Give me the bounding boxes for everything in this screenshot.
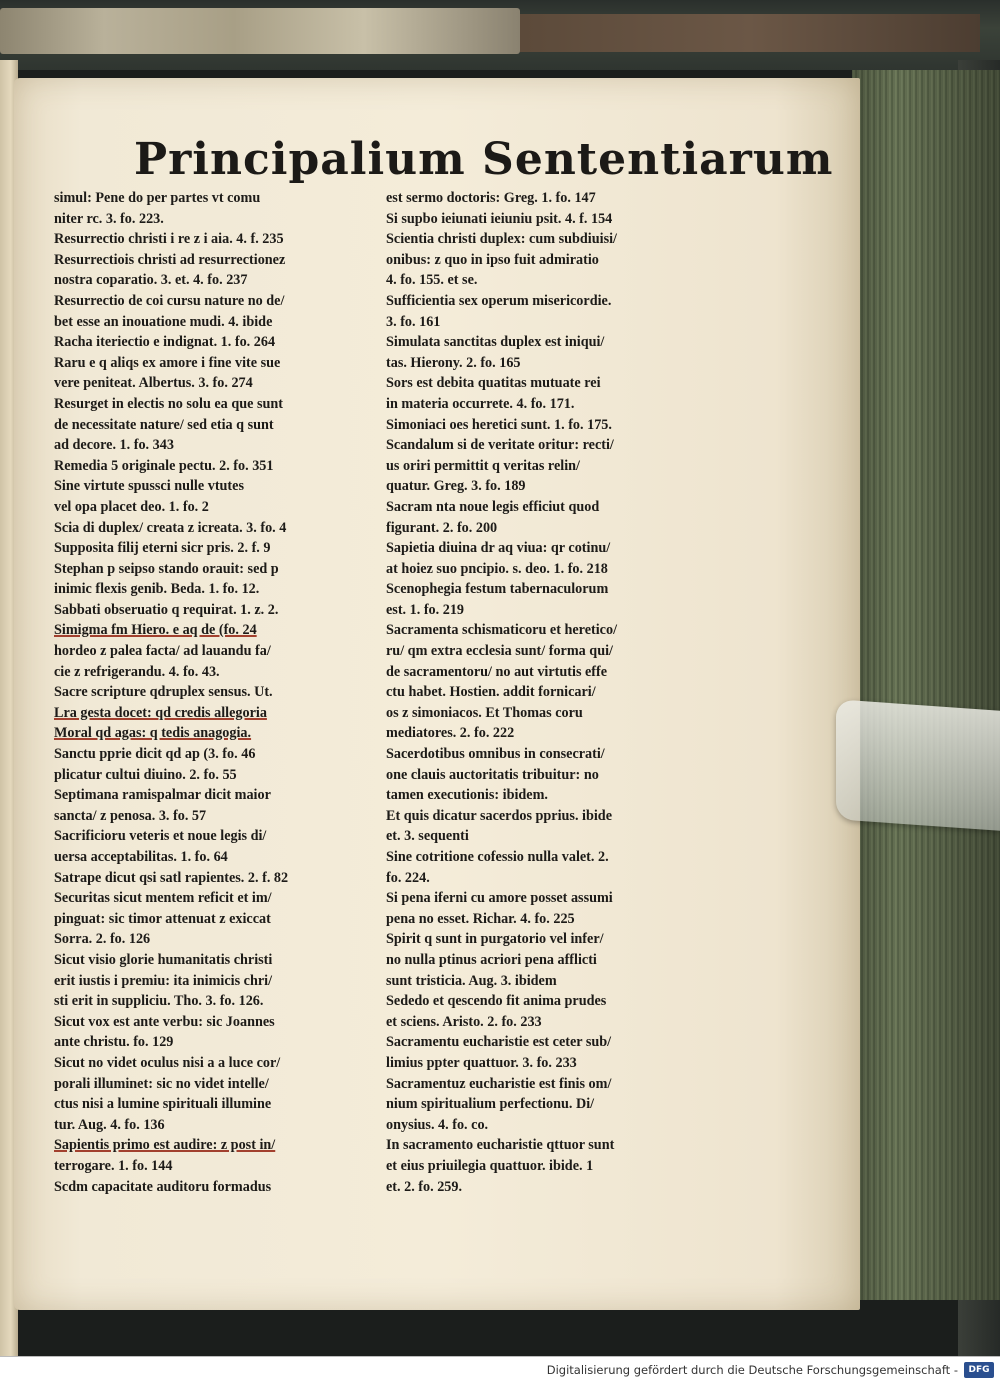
text-line: Sapietia diuina dr aq viua: qr cotinu/ bbox=[386, 540, 611, 557]
text-line: Sicut visio glorie humanitatis christi bbox=[54, 951, 273, 968]
text-line: sti erit in suppliciu. Tho. 3. fo. 126. bbox=[54, 993, 264, 1010]
text-line: onysius. 4. fo. co. bbox=[386, 1116, 489, 1133]
text-line: Sacramenta schismaticoru et heretico/ bbox=[386, 622, 618, 639]
text-line: nostra coparatio. 3. et. 4. fo. 237 bbox=[54, 272, 248, 289]
text-line: niter rc. 3. fo. 223. bbox=[54, 210, 164, 227]
left-text-column bbox=[54, 188, 386, 1197]
text-line: onibus: z quo in ipso fuit admiratio bbox=[386, 251, 599, 268]
text-line: inimic flexis genib. Beda. 1. fo. 12. bbox=[54, 581, 260, 598]
text-line: Satrape dicut qsi satl rapientes. 2. f. 82 bbox=[54, 869, 289, 886]
text-line: hordeo z palea facta/ ad lauandu fa/ bbox=[54, 643, 271, 660]
text-line: et sciens. Aristo. 2. fo. 233 bbox=[386, 1013, 542, 1030]
text-line: Sacramentu eucharistie est ceter sub/ bbox=[386, 1034, 612, 1051]
text-line: Racha iteriectio e indignat. 1. fo. 264 bbox=[54, 334, 276, 351]
text-line: Resurrectio de coi cursu nature no de/ bbox=[54, 292, 285, 309]
text-line: sancta/ z penosa. 3. fo. 57 bbox=[54, 807, 207, 824]
text-line: pena no esset. Richar. 4. fo. 225 bbox=[386, 910, 575, 927]
text-line: Sabbati obseruatio q requirat. 1. z. 2. bbox=[54, 601, 279, 618]
text-line: Supposita filij eterni sicr pris. 2. f. 9 bbox=[54, 540, 271, 557]
funding-credit: Digitalisierung gefördert durch die Deutsche Forschungsgemeinschaft - bbox=[546, 1363, 958, 1377]
text-line: ante christu. fo. 129 bbox=[54, 1034, 174, 1051]
text-line: ru/ qm extra ecclesia sunt/ forma qui/ bbox=[386, 643, 613, 660]
text-line: bet esse an inouatione mudi. 4. ibide bbox=[54, 313, 273, 330]
text-line: Scia di duplex/ creata z icreata. 3. fo. 4 bbox=[54, 519, 287, 536]
text-line: et. 3. sequenti bbox=[386, 828, 469, 845]
text-line: porali illuminet: sic no videt intelle/ bbox=[54, 1075, 269, 1092]
text-line: Sors est debita quatitas mutuate rei bbox=[386, 375, 601, 392]
text-line: est. 1. fo. 219 bbox=[386, 601, 465, 618]
underlined-text-line: Moral qd agas: q tedis anagogia. bbox=[54, 725, 252, 742]
text-line: Raru e q aliqs ex amore i fine vite sue bbox=[54, 354, 281, 371]
text-line: vere peniteat. Albertus. 3. fo. 274 bbox=[54, 375, 253, 392]
text-line: cie z refrigerandu. 4. fo. 43. bbox=[54, 663, 220, 680]
text-line: Sededo et qescendo fit anima prudes bbox=[386, 993, 607, 1010]
text-line: In sacramento eucharistie qttuor sunt bbox=[386, 1137, 615, 1154]
text-line: vel opa placet deo. 1. fo. 2 bbox=[54, 498, 209, 515]
underlined-text-line: Sapientis primo est audire: z post in/ bbox=[54, 1137, 276, 1154]
text-line: no nulla ptinus acriori pena afflicti bbox=[386, 951, 597, 968]
text-line: ctus nisi a lumine spirituali illumine bbox=[54, 1096, 272, 1113]
text-line: terrogare. 1. fo. 144 bbox=[54, 1157, 173, 1174]
text-line: de sacramentoru/ no aut virtutis effe bbox=[386, 663, 608, 680]
text-line: Sine cotritione cofessio nulla valet. 2. bbox=[386, 849, 609, 865]
text-line: Remedia 5 originale pectu. 2. fo. 351 bbox=[54, 457, 274, 474]
text-line: Si pena iferni cu amore posset assumi bbox=[386, 890, 613, 907]
text-line: Sicut vox est ante verbu: sic Joannes bbox=[54, 1013, 275, 1030]
right-text-column bbox=[386, 188, 716, 1197]
footer-bar bbox=[0, 1356, 1000, 1384]
text-line: Resurrectio christi i re z i aia. 4. f. 235 bbox=[54, 231, 284, 248]
text-line: limius ppter quattuor. 3. fo. 233 bbox=[386, 1054, 577, 1071]
text-line: quatur. Greg. 3. fo. 189 bbox=[386, 478, 526, 495]
text-line: mediatores. 2. fo. 222 bbox=[386, 725, 515, 742]
text-line: Scandalum si de veritate oritur: recti/ bbox=[386, 437, 614, 454]
text-line: Sorra. 2. fo. 126 bbox=[54, 931, 151, 948]
text-line: us oriri permittit q veritas relin/ bbox=[386, 457, 580, 474]
text-line: Stephan p seipso stando orauit: sed p bbox=[54, 560, 279, 577]
text-line: Simoniaci oes heretici sunt. 1. fo. 175. bbox=[386, 416, 612, 433]
text-line: os z simoniacos. Et Thomas coru bbox=[386, 704, 583, 721]
text-line: tas. Hierony. 2. fo. 165 bbox=[386, 354, 521, 371]
text-line: one clauis auctoritatis tribuitur: no bbox=[386, 766, 599, 783]
text-line: Sine virtute spussci nulle vtutes bbox=[54, 478, 244, 495]
text-line: de necessitate nature/ sed etia q sunt bbox=[54, 416, 274, 433]
text-line: in materia occurrete. 4. fo. 171. bbox=[386, 395, 575, 412]
text-line: fo. 224. bbox=[386, 869, 430, 886]
text-line: Sicut no videt oculus nisi a a luce cor/ bbox=[54, 1054, 281, 1071]
text-line: nium spiritualium perfectionu. Di/ bbox=[386, 1096, 595, 1113]
text-line: simul: Pene do per partes vt comu bbox=[54, 190, 261, 206]
text-line: Spirit q sunt in purgatorio vel infer/ bbox=[386, 931, 604, 948]
text-line: pinguat: sic timor attenuat z exiccat bbox=[54, 910, 271, 927]
text-line: et. 2. fo. 259. bbox=[386, 1178, 463, 1195]
text-line: 4. fo. 155. et se. bbox=[386, 272, 478, 289]
text-line: Resurrectiois christi ad resurrectionez bbox=[54, 251, 286, 268]
text-line: 3. fo. 161 bbox=[386, 313, 441, 330]
text-line: plicatur cultui diuino. 2. fo. 55 bbox=[54, 766, 237, 783]
text-line: Sacre scripture qdruplex sensus. Ut. bbox=[54, 684, 273, 701]
spine-leather bbox=[520, 14, 980, 52]
text-line: Sacram nta noue legis efficiut quod bbox=[386, 498, 600, 515]
text-line: tamen executionis: ibidem. bbox=[386, 787, 548, 804]
text-line: Scenophegia festum tabernaculorum bbox=[386, 581, 609, 598]
text-line: at hoiez suo pncipio. s. deo. 1. fo. 218 bbox=[386, 560, 608, 577]
glass-page-weight bbox=[836, 699, 1000, 830]
underlined-text-line: Simigma fm Hiero. e aq de (fo. 24 bbox=[54, 622, 257, 639]
text-line: Septimana ramispalmar dicit maior bbox=[54, 787, 271, 804]
text-line: sunt tristicia. Aug. 3. ibidem bbox=[386, 972, 557, 989]
spine-parchment bbox=[0, 8, 520, 54]
page-fore-edge bbox=[852, 70, 1000, 1300]
text-line: Simulata sanctitas duplex est iniqui/ bbox=[386, 334, 605, 351]
text-line: Sufficientia sex operum misericordie. bbox=[386, 292, 612, 309]
text-line: erit iustis i premiu: ita inimicis chri/ bbox=[54, 972, 273, 989]
text-line: est sermo doctoris: Greg. 1. fo. 147 bbox=[386, 190, 596, 206]
text-line: Sacramentuz eucharistie est finis om/ bbox=[386, 1075, 612, 1092]
text-line: et eius priuilegia quattuor. ibide. 1 bbox=[386, 1157, 594, 1174]
text-line: Scdm capacitate auditoru formadus bbox=[54, 1178, 272, 1195]
text-line: figurant. 2. fo. 200 bbox=[386, 519, 498, 536]
text-line: Sanctu pprie dicit qd ap (3. fo. 46 bbox=[54, 746, 256, 763]
underlined-text-line: Lra gesta docet: qd credis allegoria bbox=[54, 704, 267, 721]
text-line: ctu habet. Hostien. addit fornicari/ bbox=[386, 684, 596, 701]
text-line: uersa acceptabilitas. 1. fo. 64 bbox=[54, 849, 228, 865]
text-line: Securitas sicut mentem reficit et im/ bbox=[54, 890, 272, 907]
text-line: tur. Aug. 4. fo. 136 bbox=[54, 1116, 165, 1133]
text-line: Sacrificioru veteris et noue legis di/ bbox=[54, 828, 267, 845]
fore-edge-shade bbox=[852, 70, 1000, 1300]
text-line: Resurget in electis no solu ea que sunt bbox=[54, 395, 283, 412]
text-line: Sacerdotibus omnibus in consecrati/ bbox=[386, 746, 605, 763]
text-line: ad decore. 1. fo. 343 bbox=[54, 437, 174, 454]
text-line: Scientia christi duplex: cum subdiuisi/ bbox=[386, 231, 617, 248]
dfg-logo: DFG bbox=[964, 1362, 994, 1378]
page-heading: Principalium Sententiarum bbox=[134, 134, 834, 185]
text-line: Si supbo ieiunati ieiuniu psit. 4. f. 154 bbox=[386, 210, 613, 227]
text-line: Et quis dicatur sacerdos pprius. ibide bbox=[386, 807, 612, 824]
book-page bbox=[14, 78, 860, 1310]
